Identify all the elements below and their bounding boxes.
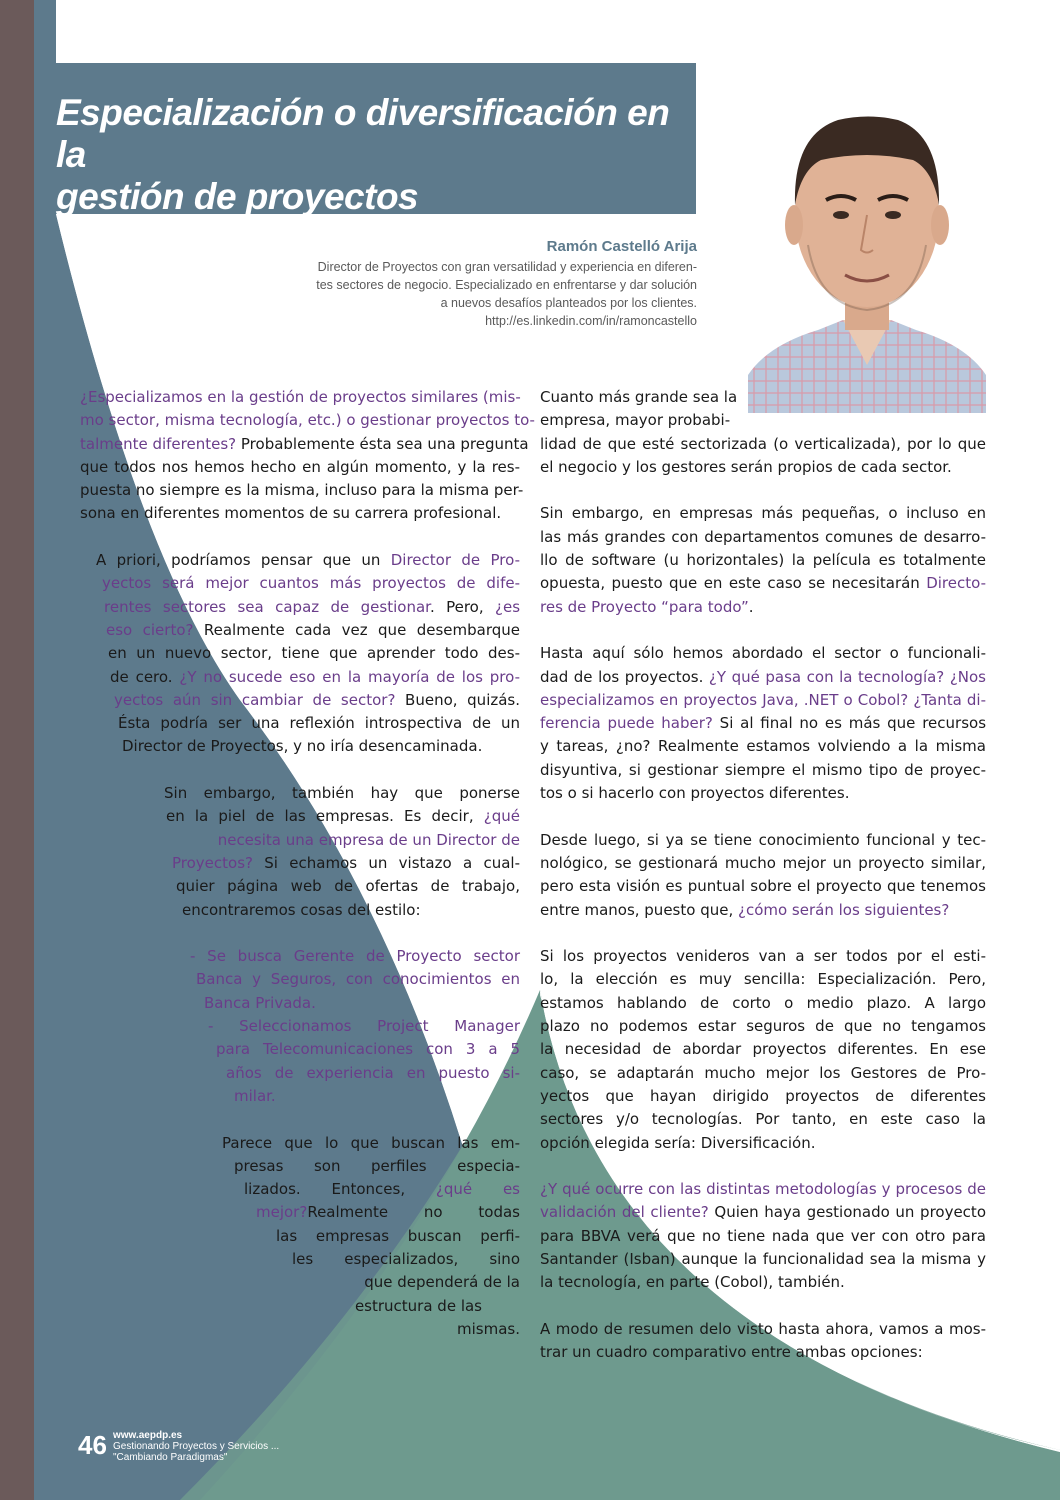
body-text: lo, la elección es muy sencilla: Especialización. Pero,: [540, 970, 986, 989]
body-text: Si al final no es más que recursos: [712, 714, 987, 733]
highlighted-question: ¿Y no sucede eso en la mayoría de los pro-: [179, 667, 521, 686]
highlighted-question: milar.: [234, 1086, 276, 1105]
text-line: [80, 409, 535, 432]
text-line: [336, 1318, 520, 1341]
body-text: que dependerá de la: [364, 1273, 520, 1292]
text-line: [540, 735, 986, 758]
author-box: [260, 236, 697, 330]
text-line: [540, 642, 986, 665]
text-line: [226, 1062, 520, 1085]
highlighted-question: ferencia puede haber?: [540, 714, 713, 733]
text-line: [190, 945, 520, 968]
paragraph-gap: [540, 1155, 986, 1178]
body-text: lidad de que esté sectorizada (o verticalizada), por lo que: [540, 434, 986, 453]
text-line: [540, 875, 986, 898]
text-line: [540, 456, 986, 479]
paragraph-gap: [540, 805, 986, 828]
text-line: [164, 782, 520, 805]
highlighted-question: Banca Privada.: [204, 993, 316, 1012]
text-line: [208, 1015, 520, 1038]
text-line: [540, 1248, 986, 1271]
body-text: Cuanto más grande sea la: [540, 388, 738, 406]
body-text: y tareas, ¿no? Realmente estamos volviendo a la misma: [540, 737, 986, 756]
text-line: [540, 409, 744, 432]
body-text: en un nuevo sector, tiene que aprender todo des-: [108, 644, 520, 663]
author-bio-line: a nuevos desafíos planteados por los clientes.: [440, 296, 697, 310]
body-text: Director de Proyectos, y no iría desencaminada.: [122, 737, 483, 756]
text-line: [172, 852, 520, 875]
body-text: pero esta visión es puntual sobre el proyecto que tenemos: [540, 877, 986, 896]
body-text: llo de software (u horizontales) la película es totalmente: [540, 551, 986, 570]
text-line: [182, 899, 520, 922]
author-name: Ramón Castelló Arija: [546, 238, 697, 255]
body-text: plazo no podemos estar seguros de que no tengamos: [540, 1017, 986, 1036]
highlighted-question: eso cierto?: [106, 620, 194, 639]
body-text: empresa, mayor probabi-: [540, 411, 731, 430]
highlighted-question: res de Proyecto “para todo”: [540, 597, 749, 616]
body-text: Sin embargo, también hay que ponerse: [164, 784, 520, 803]
text-line: [540, 945, 986, 968]
article-column-right: [540, 386, 986, 1364]
text-line: [540, 1225, 986, 1248]
highlighted-question: años de experiencia en puesto si-: [226, 1063, 520, 1082]
text-line: [540, 1341, 986, 1364]
highlighted-question: validación del cliente?: [540, 1203, 709, 1222]
text-line: [540, 596, 986, 619]
article-column-left: [80, 386, 535, 1341]
text-line: [540, 689, 986, 712]
text-line: [540, 1085, 986, 1108]
body-text: Ésta podría ser una reflexión introspectiva de un: [118, 714, 520, 733]
body-text: disyuntiva, si gestionar siempre el mismo tipo de proyec-: [540, 760, 986, 779]
text-line: [234, 1085, 520, 1108]
body-text: las más grandes con departamentos comunes de desarro-: [540, 527, 986, 546]
body-text: Realmente cada vez que desembarque: [193, 620, 520, 639]
text-line: [540, 1132, 986, 1155]
highlighted-question: Proyectos?: [172, 853, 253, 872]
text-line: [540, 968, 986, 991]
highlighted-question: talmente diferentes?: [80, 434, 237, 453]
highlighted-question: mo sector, misma tecnología, etc.) o gestionar proyectos to-: [80, 411, 535, 430]
body-text: puesta no siempre es la misma, incluso para la misma per-: [80, 481, 524, 500]
body-text: opuesta, puesto que en este caso se necesitarán: [540, 574, 927, 593]
text-line: [114, 689, 520, 712]
paragraph-gap: [80, 1108, 520, 1131]
highlighted-question: ¿Y qué ocurre con las distintas metodologías y procesos de: [540, 1180, 986, 1199]
body-text: sona en diferentes momentos de su carrera profesional.: [80, 504, 502, 523]
author-linkedin-link[interactable]: http://es.linkedin.com/in/ramoncastello: [485, 314, 697, 328]
text-line: [540, 572, 986, 595]
body-text: tos o si hacerlo con proyectos diferentes.: [540, 784, 850, 803]
text-line: [540, 759, 986, 782]
text-line: [80, 433, 529, 456]
text-line: [276, 1225, 520, 1248]
footer-line: Gestionando Proyectos y Servicios ...: [113, 1441, 280, 1452]
author-photo: [748, 75, 986, 413]
body-text: Hasta aquí sólo hemos abordado el sector o funcionali-: [540, 644, 986, 663]
body-text: Realmente no todas: [307, 1203, 520, 1222]
body-text: Sin embargo, en empresas más pequeñas, o incluso en: [540, 504, 986, 523]
body-text: lizados. Entonces,: [244, 1180, 436, 1199]
body-text: Parece que lo que buscan las em-: [222, 1133, 520, 1152]
body-text: presas son perfiles especia-: [234, 1156, 520, 1175]
body-text: estamos hablando de corto o medio plazo. A largo: [540, 993, 986, 1012]
highlighted-question: ¿qué es: [435, 1180, 520, 1199]
highlighted-question: ¿cómo serán los siguientes?: [737, 900, 950, 919]
body-text: Si echamos un vistazo a cual-: [252, 853, 520, 872]
body-text: el negocio y los gestores serán propios de cada sector.: [540, 457, 952, 476]
highlighted-question: mejor?: [256, 1203, 308, 1222]
body-text: Bueno, quizás.: [395, 690, 521, 709]
highlighted-question: para Telecomunicaciones con 3 a 5: [216, 1040, 520, 1059]
body-text: .: [748, 597, 754, 616]
text-line: [302, 1271, 520, 1294]
text-line: [540, 1108, 986, 1131]
text-line: [118, 712, 520, 735]
body-text: mismas.: [457, 1319, 520, 1338]
text-line: [80, 456, 520, 479]
page-number: 46: [78, 1430, 107, 1460]
text-line: [540, 1015, 986, 1038]
highlighted-question: ¿Especializamos en la gestión de proyectos similares (mis-: [80, 388, 521, 406]
text-line: [196, 968, 520, 991]
body-text: para BBVA verá que no tiene nada que ver con otro para: [540, 1226, 986, 1245]
text-line: [540, 386, 744, 409]
highlighted-question: ¿Y qué pasa con la tecnología? ¿Nos: [708, 667, 986, 686]
author-bio-line: Director de Proyectos con gran versatilidad y experiencia en diferen-: [317, 260, 697, 274]
highlighted-question: rentes sectores sea capaz de gestionar: [104, 597, 430, 616]
body-text: A priori, podríamos pensar que un: [96, 551, 391, 570]
body-text: . Pero,: [429, 597, 495, 616]
body-text: de cero.: [110, 667, 180, 686]
body-text: Desde luego, si ya se tiene conocimiento funcional y tec-: [540, 830, 986, 849]
text-line: [166, 805, 520, 828]
body-text: entre manos, puesto que,: [540, 900, 738, 919]
text-line: [234, 1155, 520, 1178]
body-text: estructura de las: [354, 1296, 482, 1315]
paragraph-gap: [80, 922, 520, 945]
body-text: encontraremos cosas del estilo:: [182, 900, 421, 919]
body-text: en la piel de las empresas. Es decir,: [166, 807, 484, 826]
text-line: [540, 1062, 986, 1085]
text-line: [540, 549, 986, 572]
highlighted-question: - Seleccionamos Project Manager: [208, 1017, 520, 1036]
text-line: [540, 1318, 986, 1341]
paragraph-gap: [540, 922, 986, 945]
body-text: que todos nos hemos hecho en algún momento, y la res-: [80, 457, 520, 476]
text-line: [80, 479, 524, 502]
text-line: [216, 1038, 520, 1061]
text-line: [104, 596, 520, 619]
body-text: les especializados, sino: [292, 1249, 520, 1268]
text-line: [222, 1132, 520, 1155]
text-line: [256, 1201, 520, 1224]
text-line: [540, 1178, 986, 1201]
body-text: sectores y/o tecnologías. Por tanto, en este caso la: [540, 1110, 986, 1129]
paragraph-gap: [80, 526, 520, 549]
text-line: [540, 1201, 986, 1224]
author-bio: [260, 258, 697, 330]
body-text: la necesidad de abordar proyectos diferentes. En ese: [540, 1040, 986, 1059]
text-line: [168, 829, 520, 852]
body-text: Santander (Isban) aunque la funcionalidad sea la misma y: [540, 1249, 986, 1268]
text-line: [540, 1271, 986, 1294]
text-line: [540, 782, 986, 805]
text-line: [110, 666, 520, 689]
text-line: [108, 642, 520, 665]
body-text: A modo de resumen delo visto hasta ahora, vamos a mos-: [540, 1319, 986, 1338]
highlighted-question: yectos aún sin cambiar de sector?: [114, 690, 396, 709]
paragraph-gap: [80, 759, 520, 782]
text-line: [80, 502, 520, 525]
article-title: [56, 92, 696, 218]
text-line: [204, 992, 520, 1015]
highlighted-question: Director de Pro-: [390, 551, 521, 570]
body-text: Si los proyectos venideros van a ser todos por el esti-: [540, 947, 986, 966]
text-line: [540, 712, 986, 735]
text-line: [244, 1178, 520, 1201]
text-line: [540, 992, 986, 1015]
highlighted-question: especializamos en proyectos Java, .NET o Cobol? ¿Tanta di-: [540, 690, 986, 709]
text-line: [540, 852, 986, 875]
text-line: [292, 1248, 520, 1271]
text-line: [540, 666, 986, 689]
text-line: [96, 549, 520, 572]
text-line: [540, 899, 986, 922]
body-text: caso, se adaptarán mucho mejor los Gestores de Pro-: [540, 1063, 986, 1082]
footer-line: "Cambiando Paradigmas": [113, 1452, 228, 1463]
body-text: nológico, se gestionará mucho mejor un proyecto similar,: [540, 853, 986, 872]
highlighted-question: Directo-: [926, 574, 986, 593]
paragraph-gap: [540, 479, 986, 502]
body-text: quier página web de ofertas de trabajo,: [176, 877, 520, 896]
body-text: yectos que hayan dirigido proyectos de diferentes: [540, 1086, 986, 1105]
text-line: [102, 572, 520, 595]
text-line: [106, 619, 520, 642]
text-line: [122, 735, 520, 758]
highlighted-question: yectos será mejor cuantos más proyectos de dife-: [102, 574, 520, 593]
title-line-1: Especialización o diversificación en la: [56, 92, 670, 175]
footer-site-link[interactable]: www.aepdp.es: [113, 1430, 183, 1441]
body-text: la tecnología, en parte (Cobol), también.: [540, 1273, 845, 1292]
highlighted-question: ¿es: [495, 597, 521, 616]
body-text: Probablemente ésta sea una pregunta: [236, 434, 529, 453]
body-text: opción elegida sería: Diversificación.: [540, 1133, 816, 1152]
text-line: [540, 1038, 986, 1061]
body-text: trar un cuadro comparativo entre ambas opciones:: [540, 1343, 923, 1362]
body-text: dad de los proyectos.: [540, 667, 709, 686]
text-line: [176, 875, 520, 898]
text-line: [540, 526, 986, 549]
highlighted-question: Banca y Seguros, con conocimientos en: [196, 970, 520, 989]
text-line: [80, 386, 520, 409]
body-text: las empresas buscan perfi-: [276, 1226, 520, 1245]
footer-text: [113, 1430, 279, 1463]
text-line: [316, 1295, 482, 1318]
body-text: Quien haya gestionado un proyecto: [708, 1203, 986, 1222]
text-line: [540, 433, 986, 456]
text-line: [540, 829, 986, 852]
title-line-2: gestión de proyectos: [56, 176, 419, 217]
highlighted-question: ¿qué: [483, 807, 520, 826]
author-bio-line: tes sectores de negocio. Especializado en enfrentarse y dar solución: [316, 278, 697, 292]
highlighted-question: - Se busca Gerente de Proyecto sector: [190, 947, 520, 966]
paragraph-gap: [540, 619, 986, 642]
highlighted-question: necesita una empresa de un Director de: [217, 830, 520, 849]
text-line: [540, 502, 986, 525]
paragraph-gap: [540, 1295, 986, 1318]
